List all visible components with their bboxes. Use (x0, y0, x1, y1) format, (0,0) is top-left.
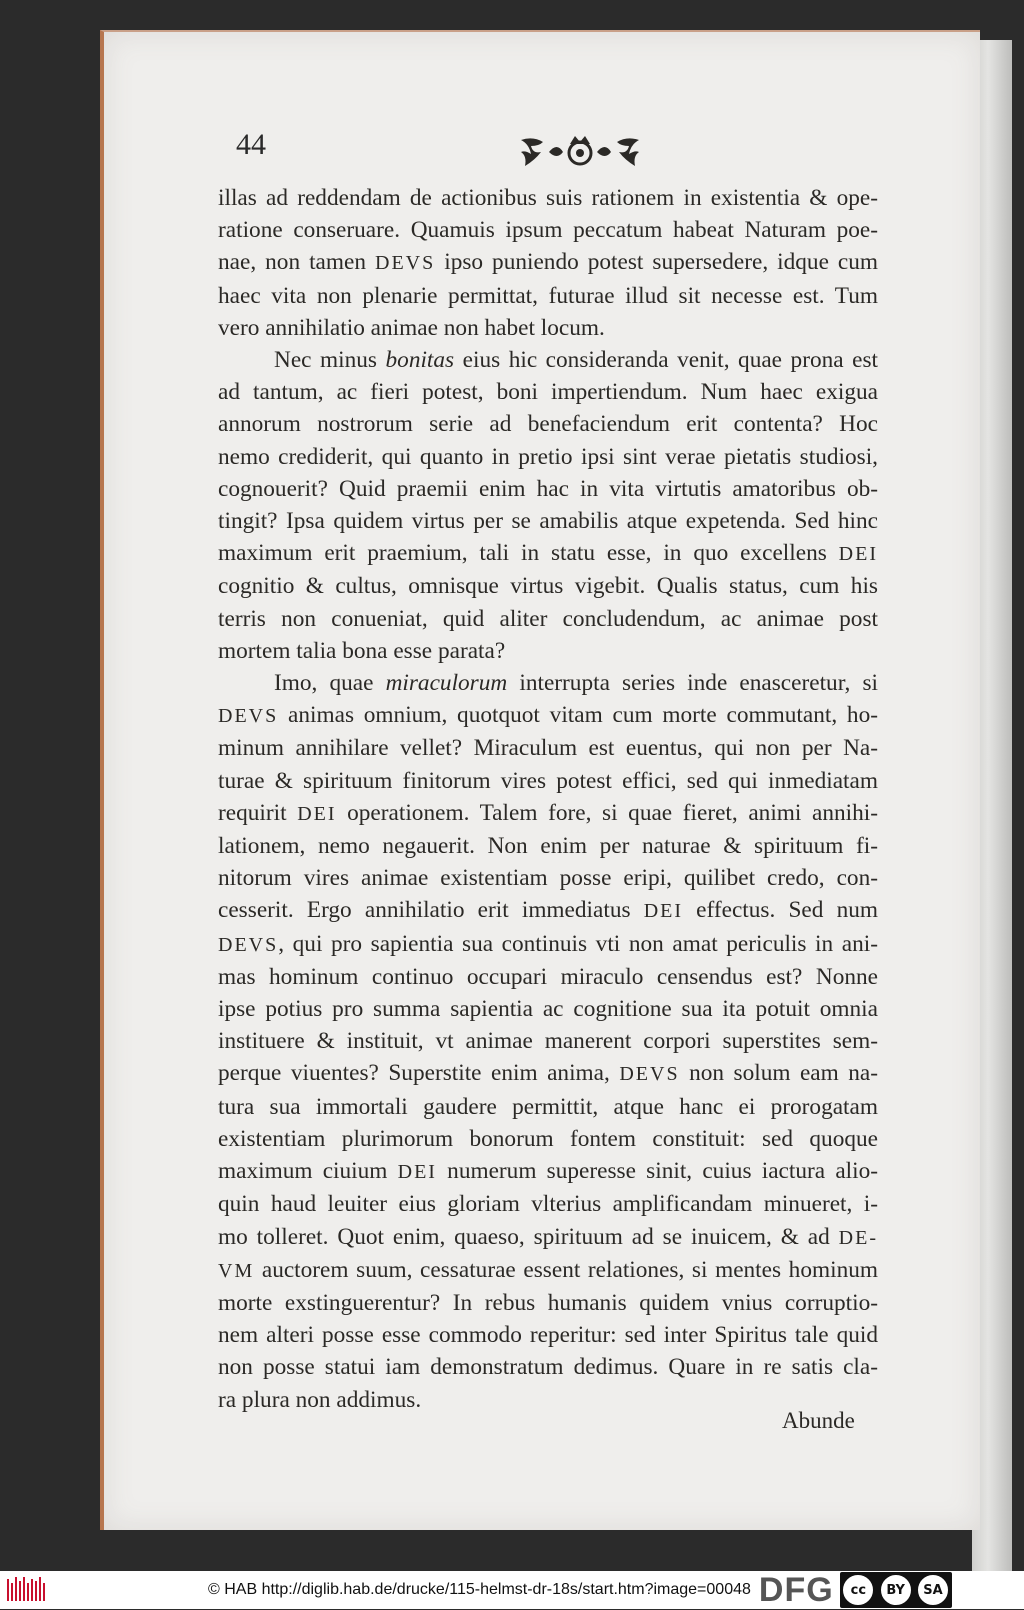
text-segment: interrupta series inde enasceretur, si (507, 670, 878, 697)
text-segment: tingit? Ipsa quidem virtus per se amabilis atque expetenda. Sed hinc (218, 508, 878, 535)
text-segment: maximum erit praemium, tali in statu esse, in quo excellens (218, 540, 839, 567)
text-line (218, 1351, 878, 1383)
text-segment: non solum eam na- (679, 1060, 878, 1087)
text-segment: effectus. Sed num (683, 897, 878, 924)
small-caps-word: DEI (838, 543, 878, 566)
text-line (218, 830, 878, 862)
text-segment: , qui pro sapientia sua continuis vti non amat periculis in ani- (278, 930, 878, 957)
text-segment: turae & spirituum finitorum vires potest effici, sed qui inmediatam (218, 767, 878, 794)
text-segment: ratione conseruare. Quamuis ipsum peccatum habeat Naturam poe- (218, 217, 878, 244)
page-number: 44 (236, 128, 266, 161)
text-line (218, 765, 878, 797)
text-segment: nem alteri posse esse commodo reperitur: sed inter Spiritus tale quid (218, 1322, 878, 1349)
small-caps-word: VM (218, 1259, 255, 1282)
text-line (218, 894, 878, 927)
text-line (218, 1384, 878, 1416)
text-line (218, 312, 878, 344)
text-line (218, 376, 878, 408)
text-line (218, 473, 878, 505)
text-line (218, 1287, 878, 1319)
small-caps-word: DEI (397, 1161, 437, 1184)
text-segment: eius hic consideranda venit, quae prona est (454, 347, 878, 374)
dfg-logo[interactable]: DFG (758, 1570, 834, 1609)
text-segment: annorum nostrorum serie ad benefaciendum erit contenta? Hoc (218, 411, 878, 438)
text-line (218, 862, 878, 894)
text-segment: perque viuentes? Superstite enim anima, (218, 1060, 620, 1087)
text-segment: existentiam plurimorum bonorum fontem constituit: sed quoque (218, 1125, 878, 1152)
text-line (218, 1057, 878, 1090)
text-segment: ra plura non addimus. (218, 1386, 422, 1413)
text-line (218, 408, 878, 440)
text-segment: mo tolleret. Quot enim, quaeso, spirituum ad se inuicem, & ad (218, 1223, 839, 1250)
text-line (218, 1188, 878, 1220)
small-caps-word: DEVS (619, 1063, 680, 1086)
catchword: Abunde (782, 1408, 855, 1433)
text-line (218, 214, 878, 246)
text-line (218, 732, 878, 764)
sa-icon: SA (918, 1575, 948, 1605)
text-line (218, 246, 878, 279)
text-segment: cognitio & cultus, omnisque virtus vigebit. Qualis status, cum his (218, 573, 878, 600)
text-segment: haec vita non plenarie permittat, futurae illud sit necesse est. Tum (218, 282, 878, 309)
text-segment: minum annihilare vellet? Miraculum est euentus, qui non per Na- (218, 735, 878, 762)
text-segment: ipso puniendo potest supersedere, idque cum (435, 249, 878, 276)
text-segment: cognouerit? Quid praemii enim hac in vita virtutis amatoribus ob- (218, 475, 878, 502)
text-line (218, 603, 878, 635)
text-line (218, 928, 878, 961)
text-segment: Imo, quae (274, 670, 386, 697)
crown-ornament-icon (515, 132, 645, 172)
text-line (218, 1319, 878, 1351)
text-segment: mortem talia bona esse parata? (218, 637, 506, 664)
text-line (218, 280, 878, 312)
text-segment: morte exstinguerentur? In rebus humanis quidem vnius corruptio- (218, 1289, 878, 1316)
text-line (218, 1155, 878, 1188)
by-icon: BY (881, 1575, 911, 1605)
text-segment: operationem. Talem fore, si quae fieret, animi annihi- (336, 799, 878, 826)
text-segment: terris non conueniat, quid aliter concludendum, ac animae post (218, 605, 878, 632)
text-segment: quin haud leuiter eius gloriam vlterius amplificandam minueret, i- (218, 1191, 878, 1218)
text-line (218, 1025, 878, 1057)
text-segment: ipse potius pro summa sapientia ac cognitione sua ita potuit omnia (218, 996, 878, 1023)
text-line (218, 667, 878, 699)
text-segment: ad tantum, ac fieri potest, boni impertiendum. Num haec exigua (218, 379, 878, 406)
cc-by-sa-icon[interactable] (840, 1572, 952, 1608)
text-segment: numerum superesse sinit, cuius iactura alio- (436, 1158, 878, 1185)
small-caps-word: DEVS (218, 705, 279, 728)
text-line (218, 961, 878, 993)
text-line (218, 1221, 878, 1254)
text-segment: nae, non tamen (218, 249, 375, 276)
footer-credit-link[interactable]: © HAB http://diglib.hab.de/drucke/115-helmst-dr-18s/start.htm?image=00048 (208, 1581, 751, 1598)
italic-word: miraculorum (385, 670, 508, 697)
text-line (218, 570, 878, 602)
small-caps-word: DEVS (375, 252, 436, 275)
cc-icon: cc (843, 1575, 873, 1605)
small-caps-word: DEI (297, 802, 337, 825)
text-segment: nitorum vires animae existentiam posse eripi, quilibet credo, con- (218, 865, 878, 892)
text-line (218, 344, 878, 376)
text-segment: auctorem suum, cessaturae essent relationes, si mentes hominum (254, 1256, 878, 1283)
small-caps-word: DE- (838, 1226, 878, 1249)
text-segment: maximum ciuium (218, 1158, 398, 1185)
text-line (218, 441, 878, 473)
small-caps-word: DEI (643, 900, 684, 923)
text-segment: requirit (218, 799, 298, 826)
text-segment: mas hominum continuo occupari miraculo censendus est? Nonne (218, 963, 878, 990)
small-caps-word: DEVS (218, 933, 279, 956)
text-segment: vero annihilatio animae non habet locum. (218, 314, 605, 341)
text-segment: instituere & instituit, vt animae manerent corpori superstites sem- (218, 1028, 878, 1055)
body-text (218, 182, 878, 1416)
text-segment: illas ad reddendam de actionibus suis rationem in existentia & ope- (218, 185, 878, 211)
text-line (218, 537, 878, 570)
text-segment: Nec minus (274, 347, 386, 374)
text-line (218, 1254, 878, 1287)
text-segment: cesserit. Ergo annihilatio erit immediatus (218, 897, 644, 924)
text-line (218, 505, 878, 537)
text-line (218, 635, 878, 667)
text-segment: lationem, nemo negauerit. Non enim per naturae & spirituum fi- (218, 833, 878, 860)
text-line (218, 182, 878, 214)
text-line (218, 1123, 878, 1155)
hab-barcode-logo-icon[interactable] (6, 1575, 46, 1605)
footer-bar (0, 1571, 1024, 1609)
text-line (218, 993, 878, 1025)
italic-word: bonitas (385, 347, 455, 374)
text-line (218, 1091, 878, 1123)
text-segment: non posse statui iam demonstratum dedimus. Quare in re satis cla- (218, 1354, 878, 1381)
text-segment: nemo crediderit, qui quanto in pretio ipsi sint verae pietatis studiosi, (218, 443, 878, 470)
text-segment: tura sua immortali gaudere permittit, atque hanc ei prorogatam (218, 1093, 878, 1120)
text-line (218, 797, 878, 830)
text-line (218, 699, 878, 732)
text-segment: animas omnium, quotquot vitam cum morte commutant, ho- (278, 702, 878, 729)
